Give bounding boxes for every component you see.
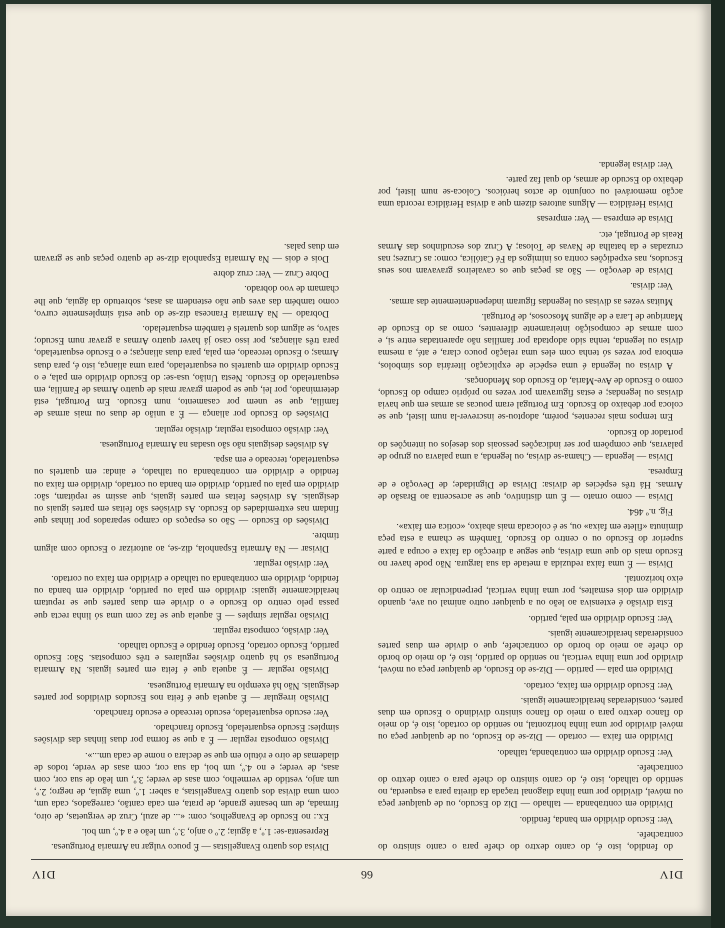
text-paragraph: Ver: escudo esquartelado, escudo terceado e escudo franchado. — [93, 706, 329, 717]
text-paragraph: Divisa de empresa — Ver: empresas — [537, 213, 673, 224]
text-paragraph: Divisa — É uma faixa reduzida a metade da sua largura. Não pode haver no Escudo mais do que uma divisa, que segue a direcção da faixa e ocupa a parte superior do Escudo ou o centro do Escudo. Também se chama a esta peça diminuta «filete em faixa» ou, se é colocada mais abaixo, «cotica em faixa». — [378, 521, 683, 568]
book-page — [6, 4, 711, 916]
text-paragraph: Divisa — legenda — Chama-se divisa, ou legenda, a uma palavra ou grupo de palavras, que compõem por ser indicações pessoais dos desejos ou intenções do portador do Escudo. — [378, 426, 683, 462]
text-paragraph: Divisão regular — É aquela que é feita em partes iguais. Na Armaria Portuguesa só há quatro divisões regulares e três compostas. São: Escudo partido, Escudo cortado, Escudo fendido e Escudo talhado. — [34, 639, 339, 675]
text-paragraph: Divisão irregular — É aquela que é feita nos Escudos divididos por partes desiguais. Não há exemplo na Armaria Portuguesa. — [34, 679, 339, 702]
text-paragraph: Divisa dos quatro Evangelistas — É pouco vulgar na Armaria Portuguesa. — [51, 841, 329, 851]
text-paragraph: Fig. n.º 464. — [627, 505, 673, 516]
header-rule — [31, 859, 683, 860]
text-paragraph: Dividido em contrabanda — talhado — Diz do Escudo, ou de qualquer peça ou móvel, dividido por uma linha diagonal traçada da direita para a esquerda, no sentido do talhado, isto é, do canto sinistro do chefe para o canto dextro do contrachefe. — [378, 761, 683, 809]
text-paragraph: Muitas vezes as divisas ou legendas figuram independentemente das armas. — [389, 295, 673, 306]
text-paragraph: Ver: divisa. — [630, 280, 673, 291]
header-right-word: DIV — [31, 868, 56, 882]
text-paragraph: Dobrado — Na Armaria Francesa diz-se do que está simplesmente curvo, como também das aves que não estendem as asas, sobretudo da águia, que lhe chamam de voo dobrado. — [34, 283, 339, 318]
text-paragraph: Dividido em faixa — cortado — Diz-se do Escudo, ou de qualquer peça ou móvel dividido por uma linha horizontal, no sentido do cortado, isto é, do meio do flanco dextro para o meio do flanco sinistro dividindo o Escudo em duas partes, consideradas heraldicamente iguais. — [378, 694, 683, 742]
text-paragraph: Divisa Heráldica — Alguns autores dizem que a divisa Heráldica recorda uma acção memorável ou conjunto de actos heróicos. Coloca-se num listel, por debaixo do Escudo de armas, do qual faz parte. — [378, 173, 683, 209]
text-paragraph: Divisão regular simples — É aquela que se faz com uma só linha recta que passa pelo centro do Escudo e o divide em duas partes que se reputam heraldicamente iguais: dividido em pala ou partido, dividido em banda ou fendido, dividido em contrabanda ou talhado e dividido em faixa ou cortado. — [34, 572, 339, 620]
header-left-word: DIV — [658, 868, 683, 882]
text-paragraph: Representa-se: 1.º, a águia; 2.º o anjo, 3.º, um leão e a 4.º, um boi. — [81, 825, 329, 836]
page-number: 66 — [361, 868, 373, 882]
upside-down-content — [6, 4, 711, 916]
text-paragraph: Ver: Escudo dividido em pala, partido. — [528, 612, 673, 623]
text-paragraph: A divisa ou legenda é uma espécie de explicação literária dos símbolos, embora por vezes só tenha com eles uma relação pouco clara, e até, a mesma divisa ou legenda, tenha sido adoptada por famílias não aparentadas entre si, e com armas de composição inteiramente diferentes, como as do Escudo de Manrique de Lara e de alguns Moscosos, de Portugal. — [378, 310, 683, 370]
text-paragraph: Divisão composta regular — É a que se forma por duas linhas das divisões simples: Escudo esquartelado, Escudo franchado. — [34, 722, 339, 745]
text-paragraph: Dividido em pala — partido — Diz-se do Escudo, de qualquer peça ou móvel, dividido por uma linha vertical, no sentido do partido, isto é, do meio do bordo do chefe ao meio do bordo do contrachefe, que o divide em duas partes consideradas heraldicamente iguais. — [378, 627, 683, 675]
text-paragraph: Ver: Escudo dividido em faixa, cortado. — [523, 679, 673, 690]
text-paragraph: Dois e dois — Na Armaria Espanhola diz-se de quatro peças que se gravam em duas palas. — [34, 240, 339, 264]
text-paragraph: Ver: divisa legenda. — [598, 158, 673, 169]
page-header — [31, 862, 683, 882]
text-paragraph: Divisa — como ornato — É um distintivo, que se acrescenta ao Brasão de Armas. Há três espécies de divisa: Divisa de Dignidade; de Devoção e de Empresa. — [378, 466, 683, 501]
left-text-column — [378, 32, 683, 852]
text-paragraph: Ver: divisão composta regular, divisão regular. — [154, 423, 329, 434]
text-paragraph: Ex.: no Escudo de Evangelhos, com: «... de azul, Cruz de verguetas, de oiro, firmada, de um besante grande, de prata, em cada cantão, carregados, cada um, com uma divisa dos quatro Evangelistas, a saber: 1.º, uma águia, de negro; 2.º, um anjo, vestido de vermelho, com asas de verde; 3.º, um leão de sua cor, com asas, de verde; e no 4.º, um boi, da sua cor, com asas de verde, todos de diademas de oiro e rótulo em que se declara o nome de cada um...». — [34, 749, 339, 821]
right-text-column — [34, 32, 339, 852]
text-paragraph: Ver: divisão regular. — [253, 557, 329, 568]
text-paragraph: Ver: Escudo dividido em banda, fendido. — [519, 813, 673, 824]
text-paragraph: Ver: divisão, composta regular. — [212, 624, 329, 635]
text-paragraph: Divisar — Na Armaria Espanhola, diz-se, ao autorizar o Escudo com algum timbre. — [34, 530, 339, 553]
book-edge — [711, 0, 725, 928]
text-paragraph: Divisões do Escudo por aliança — É a união de duas ou mais armas de família, que se unem por casamento, num Escudo. Em Portugal, está determinado, por lei, que se podem gravar mais de quatro Armas de Família, em esquartelado do Escudo. Nesta União, usa-se: do Escudo dividido em pala, e o Escudo dividido em quartels ou esquartelado, para uma aliança, isto é, para duas Armas; o Escudo terceado, em pala, para duas alianças; e o Escudo esquartelado, para três alianças, por isso caso já haver quatro Armas a gravar num Escudo; salvo, se algum dos quartels é também esquartelado. — [34, 323, 339, 419]
text-paragraph: Ver: Escudo dividido em contrabanda, talhado. — [497, 746, 673, 757]
text-paragraph: do fendido, isto é, do canto dextro do chefe para o canto sinistro do contrachefe. — [378, 828, 683, 851]
text-paragraph: Divisões do Escudo — São os espaços do campo separados por linhas que findam nas extremidades do Escudo. As divisões são feitas em partes iguais ou desiguais. As divisões feitas em partes iguais, que assim se repútam, são: dividido em pala ou partido, dividido em banda ou cortado, dividido em faixa ou fendido e dividido em contrabanda ou talhado, e ainda: em quartels ou esquartelado, terceado e em aspa. — [34, 454, 339, 526]
text-paragraph: As divisões desiguais não são usadas na Armaria Portuguesa. — [99, 438, 329, 449]
text-paragraph: Divisa de devoção — São as peças que os cavaleiros gravavam nos seus Escudos, nas expedições contra os inimigos da Fé Católica, como: as Cruzes; nas cruzadas e da batalha de Navas de Tolosa; A Cruz dos escudinhos das Armas Reais de Portugal, etc. — [378, 228, 683, 276]
text-paragraph: Esta divisão é extensiva ao leão ou a qualquer outro animal ou ave, quando dividido em dois esmaltes, por uma linha vertical, perpendicular ao centro do eixo horizontal. — [378, 572, 683, 608]
text-paragraph: Em tempos mais recentes, porém, adoptou-se inscrever-la num listel, que se coloca por debaixo do Escudo. Em Portugal eram poucas as armas em que havia divisas ou legendas; e estas figuravam por vezes no próprio campo do Escudo, como o Escudo de Ave-Maria, do Escudo dos Mendonças. — [378, 374, 683, 422]
text-paragraph: Dobre Cruz — Ver: cruz dobre — [213, 268, 329, 279]
